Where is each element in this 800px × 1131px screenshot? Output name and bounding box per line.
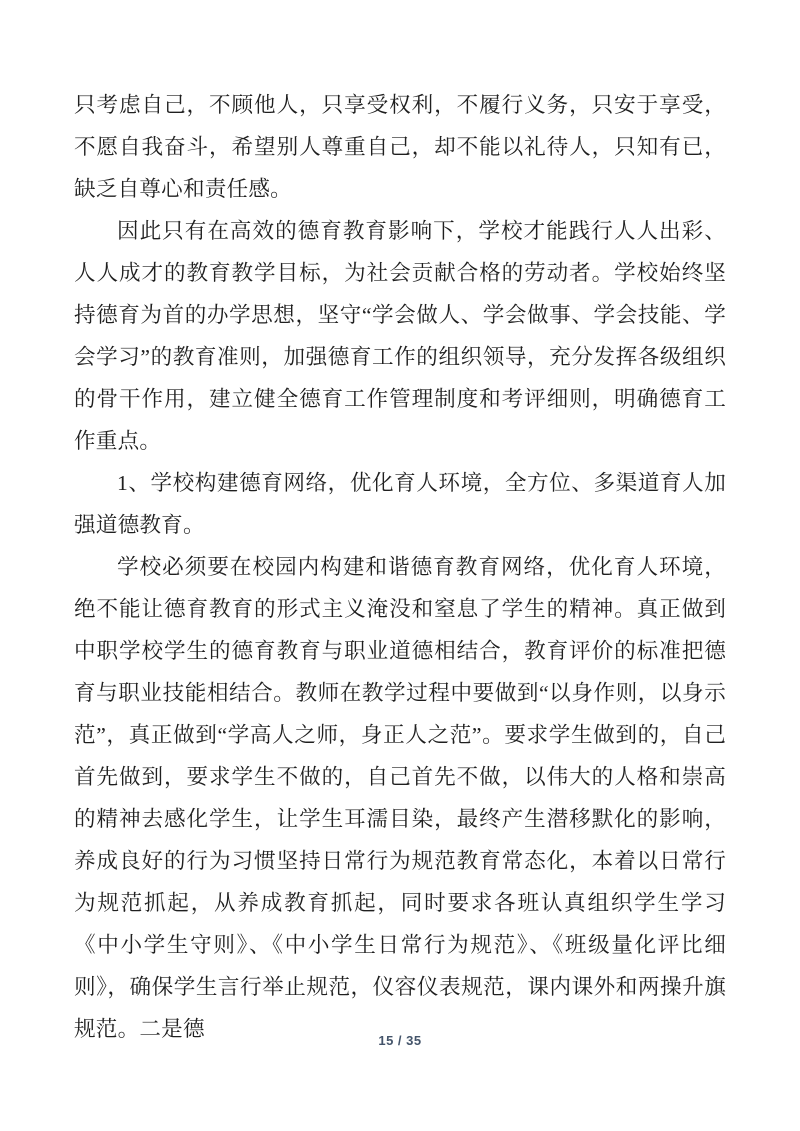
page-footer bbox=[0, 1032, 800, 1050]
page-number: 15 / 35 bbox=[378, 1033, 422, 1048]
paragraph: 因此只有在高效的德育教育影响下，学校才能践行人人出彩、人人成才的教育教学目标，为社会贡献合格的劳动者。学校始终坚持德育为首的办学思想，坚守“学会做人、学会做事、学会技能、学会学习”的教育准则，加强德育工作的组织领导，充分发挥各级组织的骨干作用，建立健全德育工作管理制度和考评细则，明确德育工作重点。 bbox=[74, 219, 726, 453]
document-body bbox=[74, 84, 726, 1050]
paragraph: 1、学校构建德育网络，优化育人环境，全方位、多渠道育人加强道德教育。 bbox=[74, 471, 726, 537]
paragraph: 学校必须要在校园内构建和谐德育教育网络，优化育人环境，绝不能让德育教育的形式主义淹没和窒息了学生的精神。真正做到中职学校学生的德育教育与职业道德相结合，教育评价的标准把德育与职业技能相结合。教师在教学过程中要做到“以身作则，以身示范”，真正做到“学高人之师，身正人之范”。要求学生做到的，自己首先做到，要求学生不做的，自己首先不做，以伟大的人格和崇高的精神去感化学生，让学生耳濡目染，最终产生潜移默化的影响，养成良好的行为习惯坚持日常行为规范教育常态化，本着以日常行为规范抓起，从养成教育抓起，同时要求各班认真组织学生学习《中小学生守则》、《中小学生日常行为规范》、《班级量化评比细则》，确保学生言行举止规范，仪容仪表规范，课内课外和两操升旗规范。二是德 bbox=[74, 555, 726, 1041]
paragraph: 只考虑自己，不顾他人，只享受权利，不履行义务，只安于享受，不愿自我奋斗，希望别人尊重自己，却不能以礼待人，只知有已，缺乏自尊心和责任感。 bbox=[74, 93, 726, 201]
